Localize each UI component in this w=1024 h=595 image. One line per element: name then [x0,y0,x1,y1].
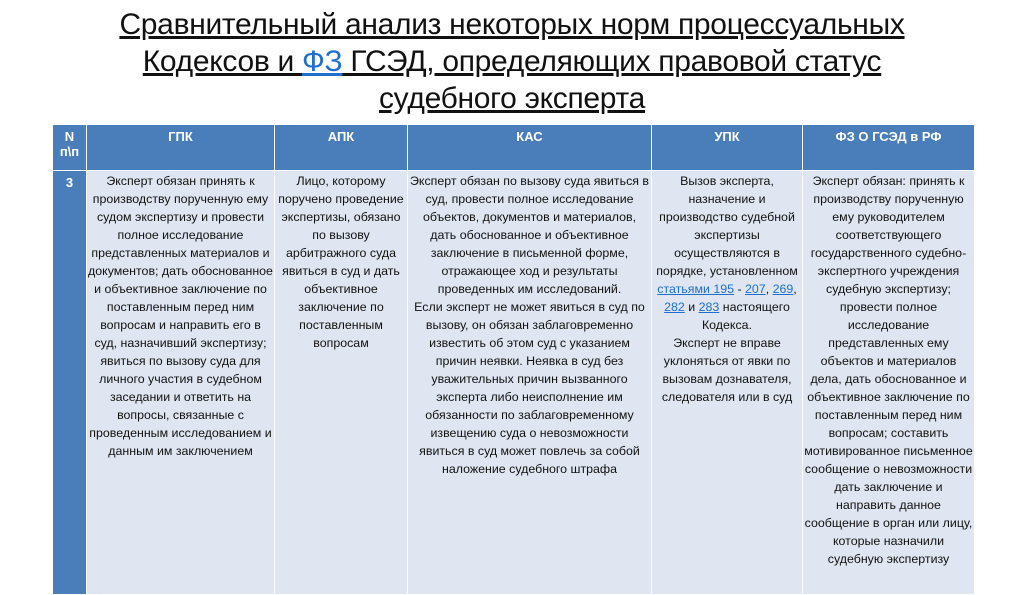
cell-fz: Эксперт обязан: принять к производству порученную ему руководителем соответствующего государственного судебно-экспертного учреждения судебную экспертизу; провести полное исследование представленных ему объектов и материалов дела, дать обоснованное и объективное заключение по поставленным перед ним вопросам; составить мотивированное письменное сообщение о невозможности дать заключение и направить данное сообщение в орган или лицу, которые назначили судебную экспертизу [803,171,975,595]
header-upk: УПК [652,125,803,171]
title-line-2 [0,43,1024,80]
table-header-row [53,125,975,171]
title-text: ГСЭД, определяющих правовой статус [342,45,882,78]
upk-text: настоящего Кодекса. [701,300,790,332]
header-fz: ФЗ О ГСЭД в РФ [803,125,975,171]
upk-link-282[interactable]: 282 [664,300,685,314]
title-line-3: судебного эксперта [378,82,645,115]
upk-text: , [793,282,797,296]
table-row [53,171,975,595]
upk-link-207[interactable]: 207 [745,282,766,296]
fz-link[interactable]: ФЗ [302,45,343,78]
upk-text: - [734,282,746,296]
cell-kas [408,171,652,595]
upk-text: Вызов эксперта, назначение и производство судебной экспертизы осуществляются в порядке, установленном [656,174,798,278]
header-apk: АПК [275,125,408,171]
upk-link-269[interactable]: 269 [772,282,794,296]
upk-paragraph-1 [653,172,801,334]
comparison-table [52,124,975,595]
upk-text: и [684,300,699,314]
cell-gpk: Эксперт обязан принять к производству порученную ему судом экспертизу и провести полное исследование представленных материалов и документов; дать обоснованное и объективное заключение по поставленным перед ним вопросам и направить его в суд, назначивший экспертизу; явиться по вызову суда для личного участия в судебном заседании и ответить на вопросы, связанные с проведенным исследованием и данным им заключением [87,171,275,595]
upk-link-195[interactable]: статьями 195 [657,282,734,296]
slide-title [0,6,1024,117]
cell-apk: Лицо, которому поручено проведение экспертизы, обязано по вызову арбитражного суда явиться в суд и дать объективное заключение по поставленным вопросам [275,171,408,595]
kas-paragraph-2: Если эксперт не может явиться в суд по вызову, он обязан заблаговременно известить об этом суд с указанием причин неявки. Неявка в суд без уважительных причин вызванного эксперта либо неисполнение им обязанности по заблаговременному извещению суда о невозможности явиться в суд может повлечь за собой наложение судебного штрафа [414,300,645,476]
cell-upk [652,171,803,595]
header-kas: КАС [408,125,652,171]
kas-paragraph-1: Эксперт обязан по вызову суда явиться в суд, провести полное исследование объектов, документов и материалов, дать обоснованное и объективное заключение в письменной форме, отражающее ход и результаты проведенных им исследований. [409,174,649,296]
upk-paragraph-2: Эксперт не вправе уклоняться от явки по вызовам дознавателя, следователя или в суд [661,336,793,404]
header-gpk: ГПК [87,125,275,171]
header-num: N п\п [53,125,87,171]
title-text: Кодексов и [142,45,302,78]
title-line-1: Сравнительный анализ некоторых норм процессуальных [119,8,905,41]
upk-text: , [765,282,773,296]
upk-link-283[interactable]: 283 [698,300,720,314]
cell-num: 3 [53,171,87,595]
